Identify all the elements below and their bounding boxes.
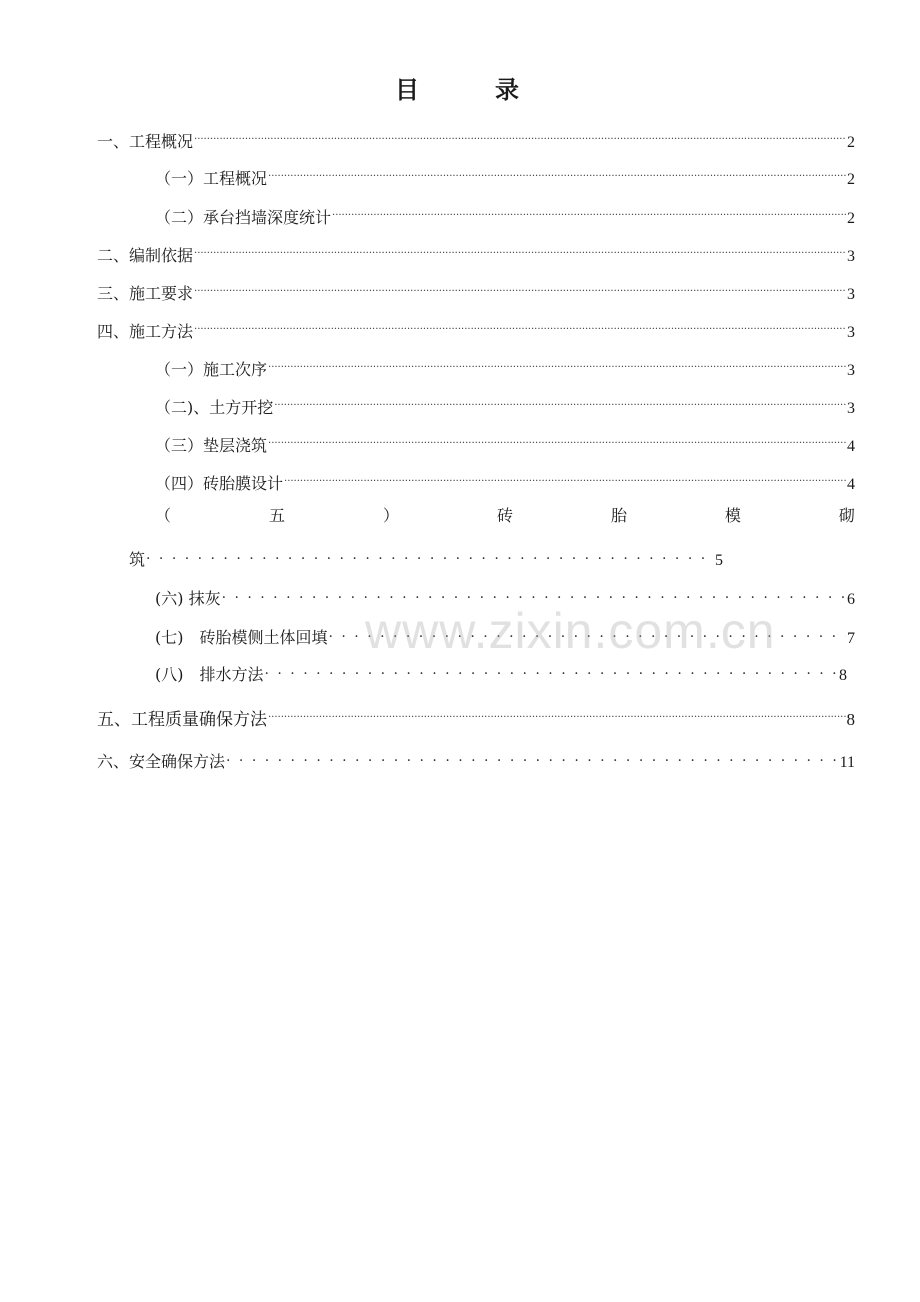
toc-leader-dots (268, 427, 846, 451)
toc-entry[interactable] (97, 123, 855, 155)
toc-entry-label: (八) 排水方法 (155, 665, 264, 684)
toc-entry[interactable] (155, 465, 855, 497)
toc-entry-label: 二、编制依据 (97, 246, 194, 265)
toc-page-number: 2 (847, 210, 855, 227)
toc-entry-label: （一）施工次序 (155, 360, 268, 379)
toc-entry-label: 四、施工方法 (97, 322, 194, 341)
toc-entry[interactable] (97, 701, 855, 732)
toc-entry[interactable] (155, 427, 855, 459)
toc-leader-dots (226, 743, 839, 767)
toc-entry-label: (六) 抹灰 (155, 589, 221, 608)
toc-char: 模 (724, 506, 741, 525)
toc-leader-dots (222, 580, 846, 604)
toc-entry[interactable] (155, 199, 855, 231)
toc-entry-label: 五、工程质量确保方法 (97, 710, 267, 730)
toc-char: （ (155, 506, 172, 525)
toc-entry-justified-line[interactable] (155, 504, 855, 528)
toc-entry-label: (七) 砖胎模侧土体回填 (155, 628, 328, 647)
toc-entry[interactable] (97, 313, 855, 345)
toc-page-number: 3 (847, 286, 855, 303)
toc-char: 砌 (838, 506, 855, 525)
toc-page-number: 7 (847, 630, 855, 647)
toc-entry-label: （二）承台挡墙深度统计 (155, 208, 332, 227)
toc-leader-dots (194, 237, 846, 261)
toc-leader-dots (274, 389, 846, 413)
toc-leader-dots (268, 351, 846, 375)
toc-leader-dots (332, 199, 846, 223)
toc-page-number: 6 (847, 591, 855, 608)
page-title: 目 录 (395, 75, 545, 104)
toc-page-number: 4 (847, 476, 855, 493)
toc-char: 胎 (610, 506, 627, 525)
toc-entry-label: （四）砖胎膜设计 (155, 474, 284, 493)
toc-entry[interactable] (97, 275, 855, 307)
toc-page-number: 2 (847, 134, 855, 151)
toc-entry-label: （三）垫层浇筑 (155, 436, 268, 455)
toc-entry-label: 六、安全确保方法 (97, 752, 226, 771)
toc-entry[interactable] (155, 160, 855, 192)
toc-page-number: 3 (847, 324, 855, 341)
toc-page-number: 8 (846, 710, 855, 729)
toc-page-number: 5 (715, 552, 723, 569)
toc-page-number: 11 (839, 754, 855, 771)
toc-entry[interactable] (97, 743, 855, 775)
toc-char: 五 (268, 506, 285, 525)
toc-entry-label: （二)、土方开挖 (155, 398, 274, 417)
toc-page-number: 8 (839, 667, 847, 684)
toc-entry[interactable] (129, 541, 723, 573)
toc-entry[interactable] (155, 656, 847, 688)
toc-leader-dots (194, 123, 846, 147)
toc-page-number: 3 (847, 362, 855, 379)
toc-page-number: 3 (847, 248, 855, 265)
toc-leader-dots (284, 465, 846, 489)
toc-entry-label: 筑 (129, 550, 146, 569)
toc-char: ） (382, 506, 399, 525)
toc-leader-dots (194, 275, 846, 299)
toc-leader-dots (268, 160, 846, 184)
toc-page-number: 2 (847, 171, 855, 188)
toc-char: 砖 (496, 506, 513, 525)
toc-leader-dots (146, 541, 714, 565)
toc-entry-label: 三、施工要求 (97, 284, 194, 303)
watermark-text: www.zixin.com.cn (365, 603, 776, 659)
toc-leader-dots (194, 313, 846, 337)
toc-leader-dots (268, 701, 846, 725)
toc-page-number: 3 (847, 400, 855, 417)
toc-entry[interactable] (97, 237, 855, 269)
toc-entry-label: 一、工程概况 (97, 132, 194, 151)
toc-entry[interactable] (155, 389, 855, 421)
toc-entry-label: （一）工程概况 (155, 169, 268, 188)
toc-entry[interactable] (155, 351, 855, 383)
toc-page-number: 4 (847, 438, 855, 455)
